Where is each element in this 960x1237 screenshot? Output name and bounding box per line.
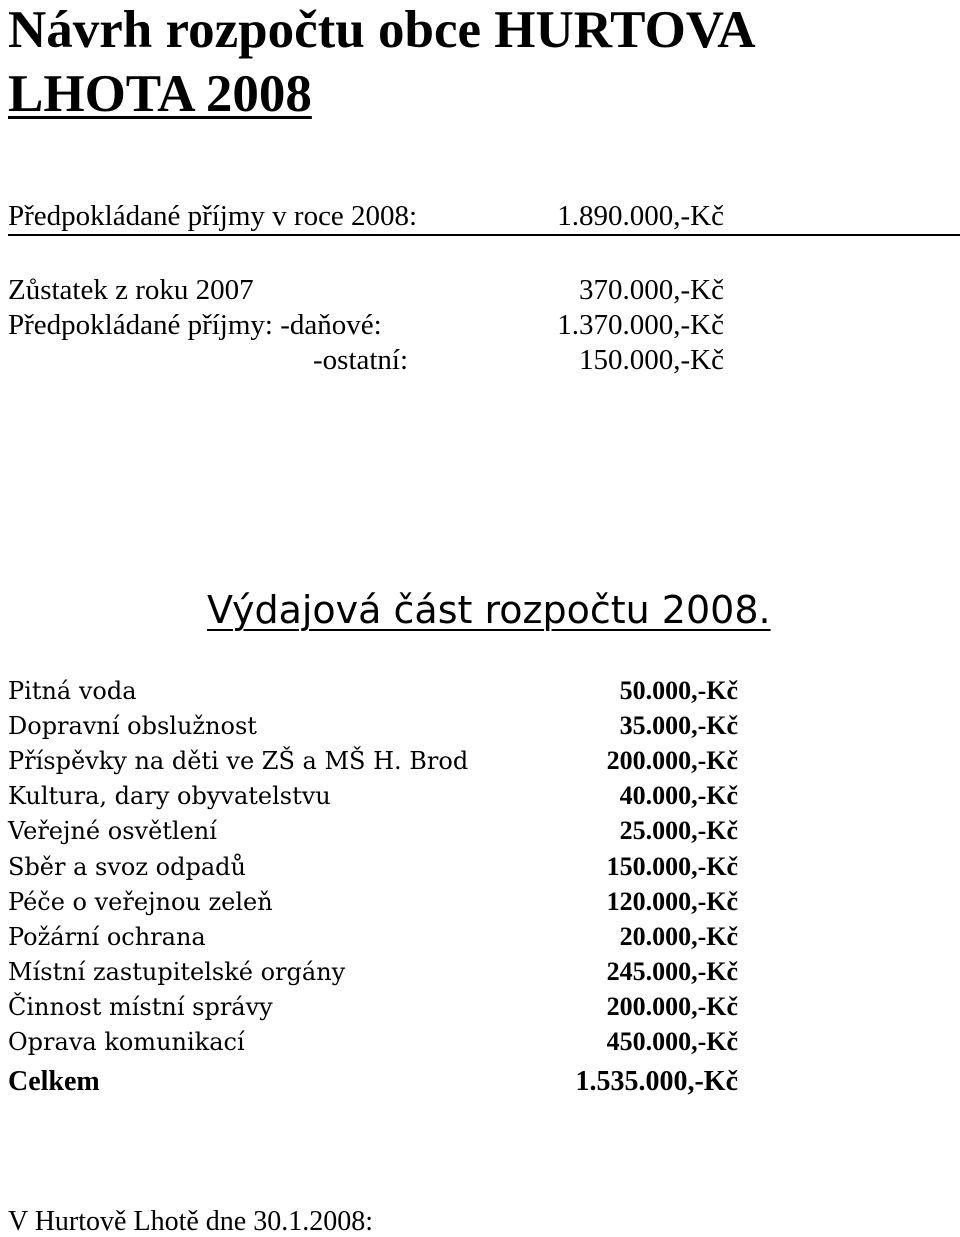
expense-item-value: 245.000,-Kč <box>606 957 738 986</box>
expense-item-value: 25.000,-Kč <box>619 816 738 845</box>
expense-item-label: Kultura, dary obyvatelstvu <box>8 782 331 810</box>
expense-item-value: 40.000,-Kč <box>619 781 738 810</box>
expense-item-label: Pitná voda <box>8 677 137 705</box>
income-row-value: 1.370.000,-Kč <box>557 309 724 341</box>
expense-item-value: 150.000,-Kč <box>606 852 738 881</box>
expense-item-label: Sběr a svoz odpadů <box>8 853 246 881</box>
expense-item-value: 200.000,-Kč <box>606 746 738 775</box>
expense-item-label: Veřejné osvětlení <box>8 817 217 845</box>
expenses-heading: Výdajová část rozpočtu 2008. <box>207 588 771 632</box>
expense-item-label: Příspěvky na děti ve ZŠ a MŠ H. Brod <box>8 747 469 775</box>
expense-item-value: 50.000,-Kč <box>619 676 738 705</box>
income-row-value: 370.000,-Kč <box>579 274 724 306</box>
expense-item-value: 35.000,-Kč <box>619 711 738 740</box>
footer-date: V Hurtově Lhotě dne 30.1.2008: <box>8 1206 373 1237</box>
expense-item-label: Oprava komunikací <box>8 1028 245 1056</box>
income-total-label: Předpokládané příjmy v roce 2008: <box>8 200 418 232</box>
income-row-value: 150.000,-Kč <box>579 344 724 376</box>
income-total-value: 1.890.000,-Kč <box>557 200 724 232</box>
expense-item-label: Místní zastupitelské orgány <box>8 958 346 986</box>
income-row-label: -ostatní: <box>313 344 409 376</box>
expense-item-label: Činnost místní správy <box>8 993 273 1021</box>
divider <box>8 234 960 236</box>
expense-item-value: 200.000,-Kč <box>606 992 738 1021</box>
expense-item-value: 20.000,-Kč <box>619 922 738 951</box>
expense-item-label: Péče o veřejnou zeleň <box>8 888 273 916</box>
income-row-label: Zůstatek z roku 2007 <box>8 274 254 306</box>
income-row-label: Předpokládané příjmy: -daňové: <box>8 309 382 341</box>
expense-item-label: Dopravní obslužnost <box>8 712 257 740</box>
page-title-line2 <box>8 64 312 124</box>
expense-item-label: Požární ochrana <box>8 923 206 951</box>
expense-item-value: 450.000,-Kč <box>606 1027 738 1056</box>
page-title-line2-text: LHOTA 2008 <box>8 65 312 123</box>
expenses-total-value: 1.535.000,-Kč <box>575 1066 738 1097</box>
page-title-line1: Návrh rozpočtu obce HURTOVA <box>8 1 756 59</box>
expenses-total-label: Celkem <box>8 1066 100 1097</box>
expense-item-value: 120.000,-Kč <box>606 887 738 916</box>
